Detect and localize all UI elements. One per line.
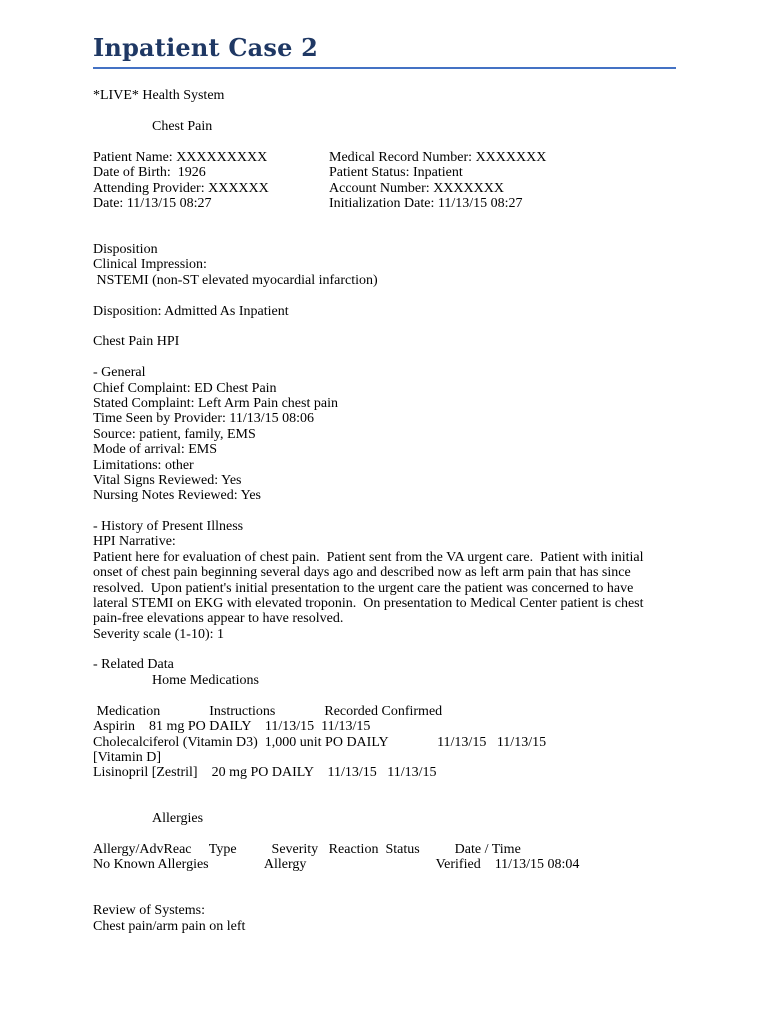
hpi-heading: Chest Pain HPI (93, 334, 180, 349)
date-of-birth: Date of Birth: 1926 (93, 165, 206, 180)
medication-row: Cholecalciferol (Vitamin D3) 1,000 unit PO DAILY 11/13/15 11/13/15 (93, 735, 547, 750)
general-item: Nursing Notes Reviewed: Yes (93, 488, 261, 503)
review-of-systems-heading: Review of Systems: (93, 903, 205, 918)
hpi-narrative-line: lateral STEMI on EKG with elevated troponin. On presentation to Medical Center patient is chest (93, 596, 644, 611)
patient-status: Patient Status: Inpatient (329, 165, 463, 180)
general-item: Source: patient, family, EMS (93, 427, 256, 442)
home-medications-heading: Home Medications (152, 673, 259, 688)
hpi-narrative-line: onset of chest pain beginning several days ago and described now as left arm pain that has since (93, 565, 631, 580)
hpi-narrative-line: pain-free elevations appear to have resolved. (93, 611, 344, 626)
general-item: Chief Complaint: ED Chest Pain (93, 381, 277, 396)
initialization-date: Initialization Date: 11/13/15 08:27 (329, 196, 523, 211)
severity-scale: Severity scale (1-10): 1 (93, 627, 225, 642)
allergy-row: No Known Allergies Allergy Verified 11/13/15 08:04 (93, 857, 580, 872)
general-item: Time Seen by Provider: 11/13/15 08:06 (93, 411, 315, 426)
allergies-table-header: Allergy/AdvReac Type Severity Reaction Status Date / Time (93, 842, 521, 857)
hpi-narrative-line: Patient here for evaluation of chest pain. Patient sent from the VA urgent care. Patient with initial (93, 550, 644, 565)
document-title: Inpatient Case 2 (93, 33, 319, 62)
medical-record-number: Medical Record Number: XXXXXXX (329, 150, 547, 165)
review-of-systems-text: Chest pain/arm pain on left (93, 919, 246, 934)
general-item: Stated Complaint: Left Arm Pain chest pain (93, 396, 338, 411)
disposition-status: Disposition: Admitted As Inpatient (93, 304, 289, 319)
title-rule (93, 67, 676, 69)
medications-table-header: Medication Instructions Recorded Confirmed (93, 704, 443, 719)
history-heading: - History of Present Illness (93, 519, 244, 534)
general-heading: - General (93, 365, 146, 380)
hpi-narrative-line: resolved. Upon patient's initial presentation to the urgent care the patient was concerned to have (93, 581, 634, 596)
section-heading-chest-pain: Chest Pain (152, 119, 213, 134)
related-data-heading: - Related Data (93, 657, 174, 672)
general-item: Vital Signs Reviewed: Yes (93, 473, 242, 488)
patient-name: Patient Name: XXXXXXXXX (93, 150, 268, 165)
general-item: Limitations: other (93, 458, 194, 473)
clinical-impression-label: Clinical Impression: (93, 257, 207, 272)
disposition-heading: Disposition (93, 242, 158, 257)
medication-row: Aspirin 81 mg PO DAILY 11/13/15 11/13/15 (93, 719, 371, 734)
medication-row: Lisinopril [Zestril] 20 mg PO DAILY 11/13/15 11/13/15 (93, 765, 437, 780)
medication-row: [Vitamin D] (93, 750, 161, 765)
hpi-narrative-label: HPI Narrative: (93, 534, 176, 549)
clinical-impression: NSTEMI (non-ST elevated myocardial infarction) (93, 273, 378, 288)
attending-provider: Attending Provider: XXXXXX (93, 181, 269, 196)
account-number: Account Number: XXXXXXX (329, 181, 504, 196)
visit-date: Date: 11/13/15 08:27 (93, 196, 212, 211)
health-system: *LIVE* Health System (93, 88, 225, 103)
allergies-heading: Allergies (152, 811, 204, 826)
general-item: Mode of arrival: EMS (93, 442, 218, 457)
